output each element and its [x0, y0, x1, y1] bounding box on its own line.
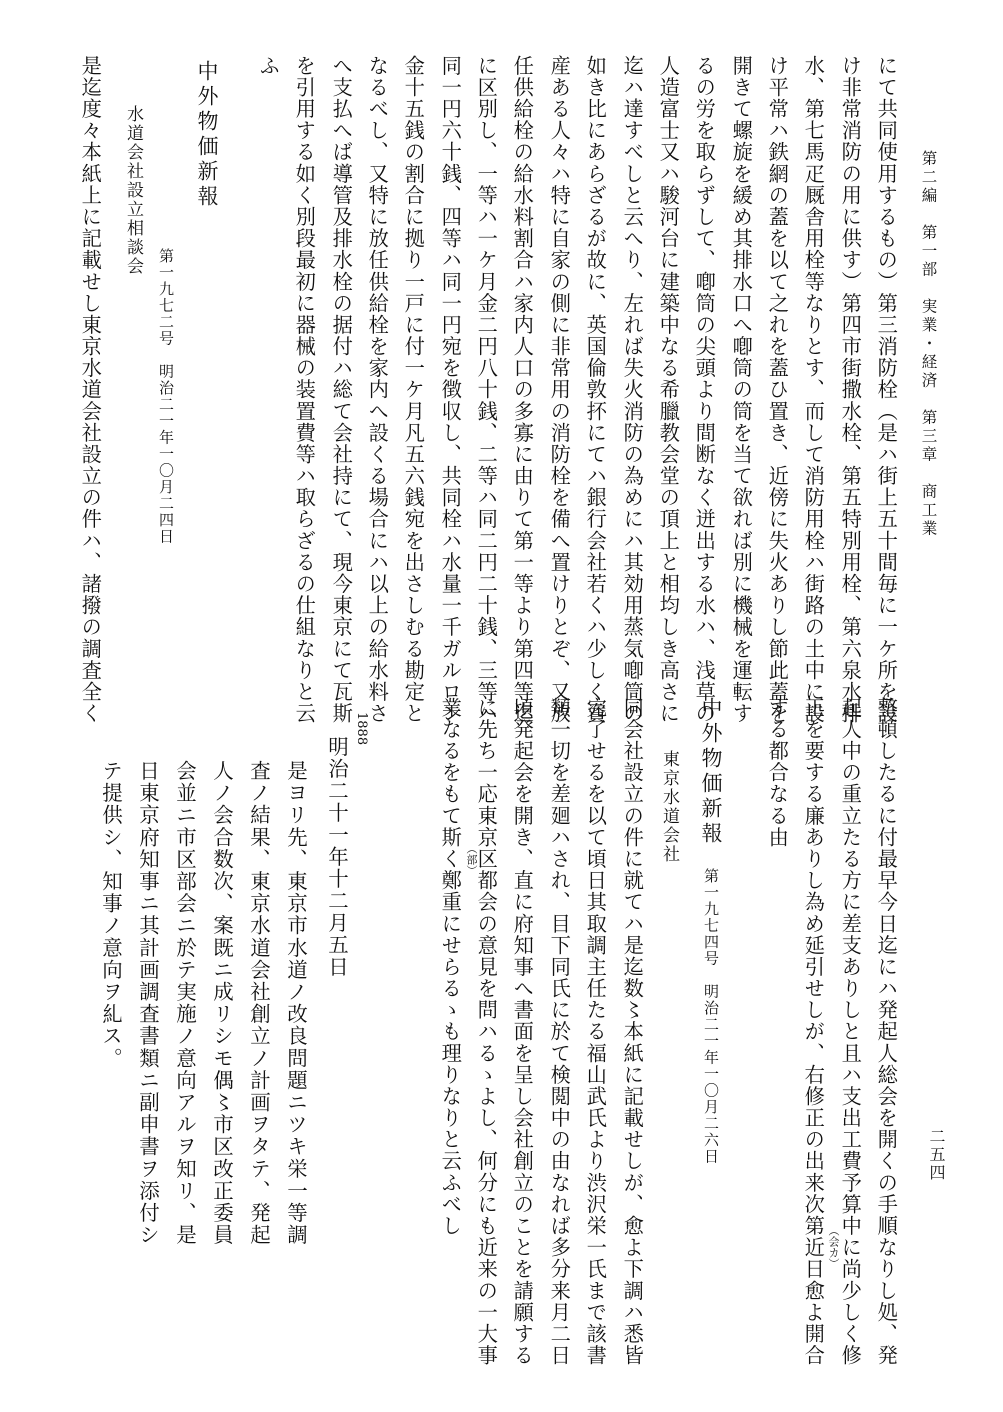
- article-title: 東京水道会社: [659, 750, 679, 864]
- body-column: 業なるをもて斯く鄭重にせらるゝも理りなりと云ふべし: [438, 697, 463, 1237]
- body-column: 水、第七馬疋厩舎用栓等なりとす、而して消防用栓ハ街路の土中に設: [801, 55, 826, 725]
- body-column: 同一円六十銭、四等ハ同一円宛を徴収し、共同栓ハ水量一千ガルロン: [438, 55, 463, 725]
- source-title: 中外物価新報: [195, 60, 219, 210]
- source-title: 中外物価新報: [699, 697, 723, 847]
- body-column: へ支払へば導管及排水栓の据付ハ総て会社持にて、現今東京にて瓦斯: [329, 55, 354, 725]
- entry-column: 日東京府知事ニ其計画調査書類ニ副申書ヲ添付シ: [135, 760, 160, 1247]
- body-column: 如き比にあらざるが故に、英国倫敦抔にてハ銀行会社若くハ少しく資: [583, 55, 608, 725]
- body-column: 完了せるを以て頃日其取調主任たる福山武氏より渋沢栄一氏まで該書: [583, 697, 608, 1367]
- body-column: ふ: [256, 55, 281, 77]
- body-column: 正を要する廉ありし為め延引せしが、右修正の出来次第近日愈よ開合: [801, 697, 826, 1367]
- entry-column: 査ノ結果、東京水道会社創立ノ計画ヲタテ、発起: [246, 760, 271, 1247]
- source-issue: 第一九七二号 明治二一年一〇月二四日: [157, 248, 175, 545]
- body-column: なるべし、又特に放任供給栓を家内へ設くる場合にハ以上の給水料さ: [365, 55, 390, 725]
- entry-column: 会並ニ市区部会ニ於テ実施ノ意向アルヲ知リ、是: [172, 760, 197, 1247]
- body-column: 迄ハ達すべしと云へり、左れば失火消防の為めにハ其効用蒸気喞筒の: [620, 55, 645, 725]
- body-column: 任供給栓の給水料割合ハ家内人口の多寡に由りて第一等より第四等迄: [510, 55, 535, 725]
- body-column: るの労を取らずして、喞筒の尖頭より間断なく迸出する水ハ、浅草の: [692, 55, 717, 725]
- editor-annotation: （会カ）: [827, 1225, 840, 1269]
- body-column: け非常消防の用に供す）第四市街撒水栓、第五特別用栓、第六泉水排: [838, 55, 863, 725]
- body-column: する都合なる由: [765, 697, 790, 849]
- entry-column: テ提供シ、知事ノ意向ヲ糺ス。: [98, 760, 123, 1070]
- body-column: 類一切を差廻ハされ、目下同氏に於て検閲中の由なれば多分来月二日: [547, 697, 572, 1367]
- source-issue: 第一九七四号 明治二一年一〇月二六日: [702, 868, 720, 1165]
- editor-annotation: （部）: [465, 843, 478, 876]
- running-header: 第二編 第一部 実業・経済 第三章 商工業: [919, 150, 938, 539]
- entry-date: 明治二十一年十二月五日: [324, 736, 349, 978]
- body-column: に先ち一応東京区都会の意見を問ハるゝよし、何分にも近来の一大事: [474, 697, 499, 1367]
- body-column: 起人中の重立たる方に差支ありしと且ハ支出工費予算中に尚少しく修: [838, 697, 863, 1367]
- page-number: 二五四: [927, 1128, 946, 1182]
- body-column: け平常ハ鉄網の蓋を以て之れを蓋ひ置き、近傍に失火ありし節此蓋を: [765, 55, 790, 725]
- entry-column: 人ノ会合数次、案既ニ成リシモ偶〻市区改正委員: [209, 760, 234, 1247]
- entry-column: 是ヨリ先、東京市水道ノ改良問題ニツキ栄一等調: [283, 760, 308, 1247]
- western-year-note: 1888: [354, 712, 369, 746]
- body-column: に区別し、一等ハ一ケ月金二円八十銭、二等ハ同二円二十銭、三等ハ: [474, 55, 499, 725]
- article-title: 水道会社設立相談会: [123, 105, 143, 276]
- body-column: 整頓したるに付最早今日迄にハ発起人総会を開くの手順なりし処、発: [874, 697, 899, 1367]
- body-column: 頃発起会を開き、直に府知事へ書面を呈し会社創立のことを請願する: [510, 697, 535, 1367]
- body-column: 金十五銭の割合に拠り一戸に付一ケ月凡五六銭宛を出さしむる勘定と: [401, 55, 426, 725]
- body-column: 産ある人々ハ特に自家の側に非常用の消防栓を備へ置けりとぞ、又放: [547, 55, 572, 725]
- body-column: にて共同使用するもの）第三消防栓（是ハ街上五十間毎に一ケ所を設: [874, 55, 899, 725]
- body-column: 同会社設立の件に就てハ是迄数〻本紙に記載せしが、愈よ下調ハ悉皆: [620, 697, 645, 1367]
- body-column: を引用する如く別段最初に器械の装置費等ハ取らざるの仕組なりと云: [292, 55, 317, 725]
- body-column: 是迄度々本紙上に記載せし東京水道会社設立の件ハ、諸撥の調査全く: [78, 55, 103, 725]
- body-column: 開きて螺旋を緩め其排水口へ喞筒の筒を当て欲れば別に機械を運転す: [729, 55, 754, 725]
- body-column: 人造富士又ハ駿河台に建築中なる希臘教会堂の頂上と相均しき高さに: [656, 55, 681, 725]
